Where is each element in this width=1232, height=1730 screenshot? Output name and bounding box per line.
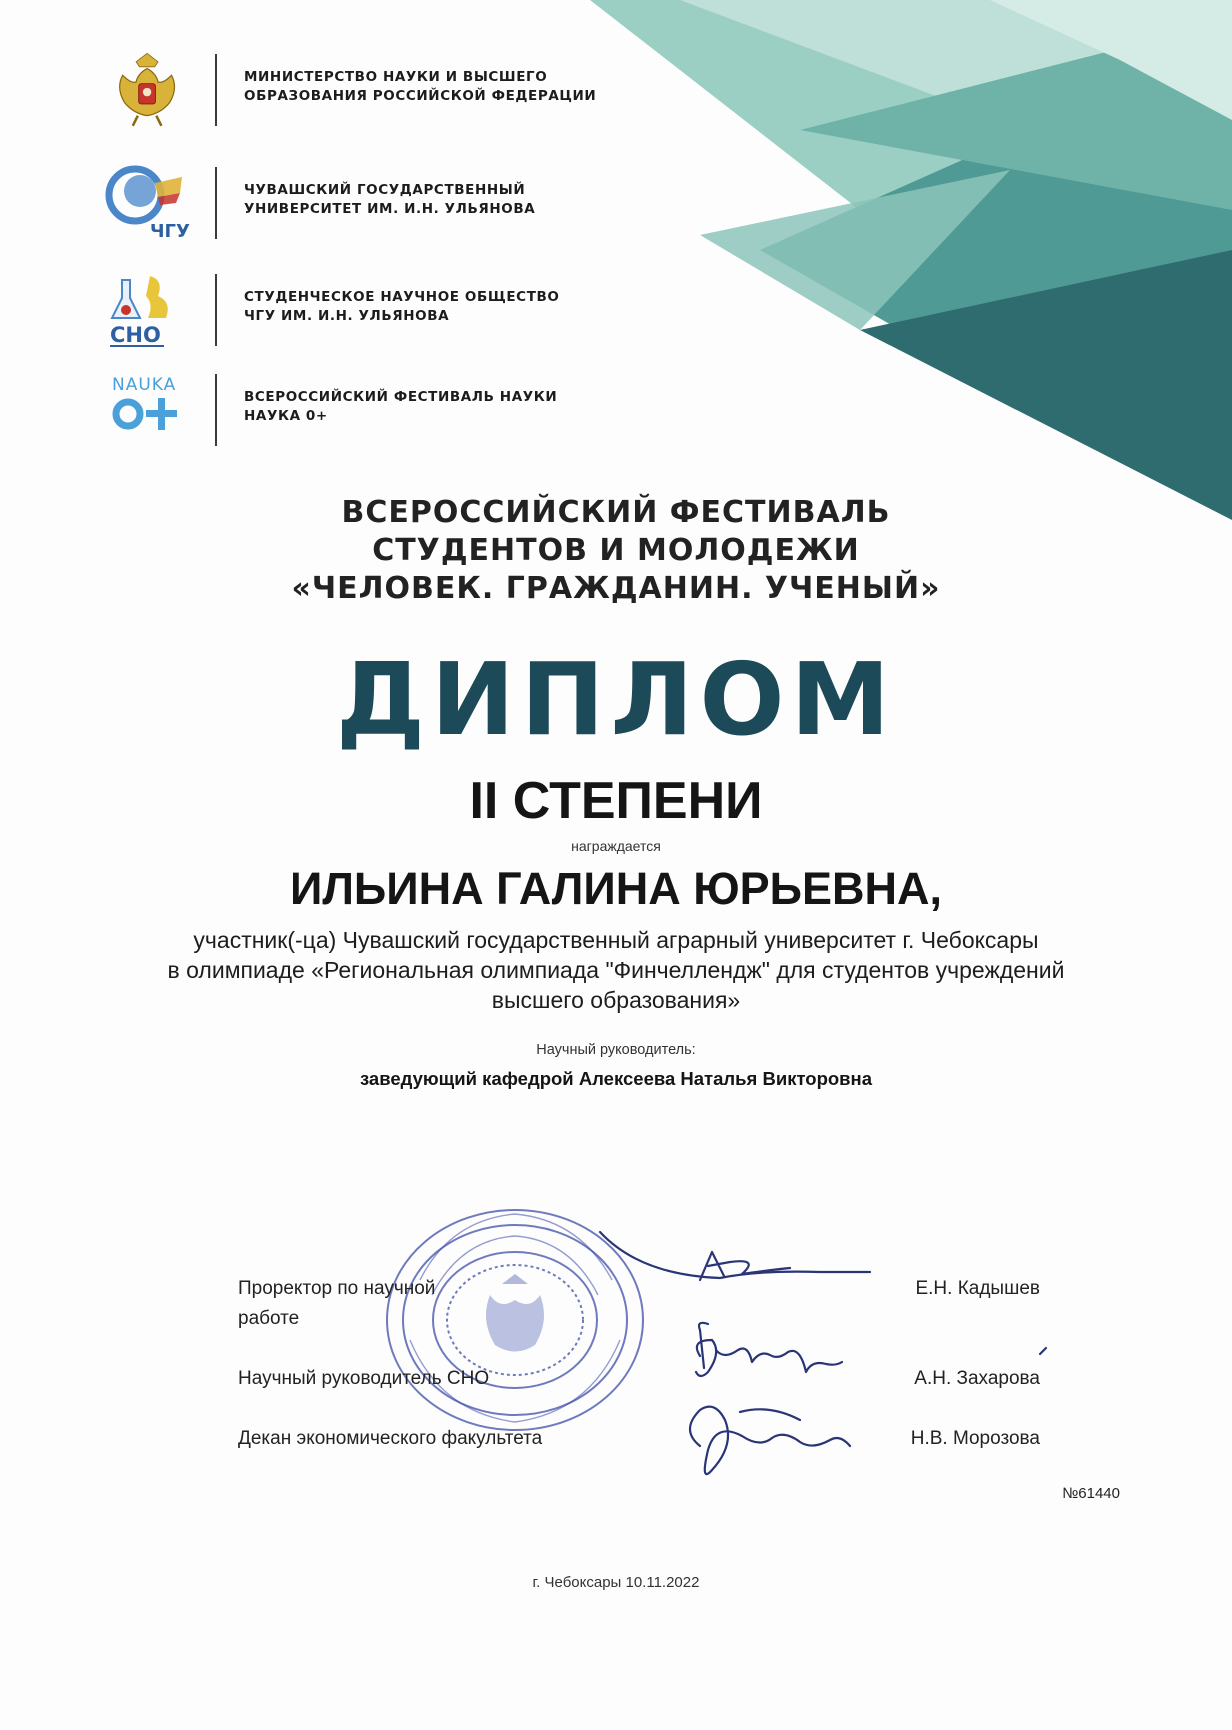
divider bbox=[215, 374, 217, 446]
org-name bbox=[244, 288, 624, 326]
org-name-line: СТУДЕНЧЕСКОЕ НАУЧНОЕ ОБЩЕСТВО bbox=[244, 289, 560, 305]
sno-logo-icon bbox=[100, 270, 195, 350]
place-and-date: г. Чебоксары 10.11.2022 bbox=[532, 1574, 700, 1591]
festival-title-line: СТУДЕНТОВ И МОЛОДЕЖИ bbox=[372, 533, 860, 568]
festival-title-line: ВСЕРОССИЙСКИЙ ФЕСТИВАЛЬ bbox=[341, 495, 891, 530]
signatory-name: Е.Н. Кадышев bbox=[915, 1278, 1040, 1299]
diploma-title: ДИПЛОМ bbox=[335, 641, 897, 758]
recipient-name: ИЛЬИНА ГАЛИНА ЮРЬЕВНА, bbox=[289, 863, 943, 914]
chgu-logo-text: ЧГУ bbox=[150, 221, 190, 242]
divider bbox=[215, 167, 217, 239]
award-description bbox=[0, 925, 1232, 1015]
signatory-position: Декан экономического факультета bbox=[238, 1428, 543, 1449]
chgu-logo-icon bbox=[100, 163, 195, 243]
org-university bbox=[100, 163, 620, 243]
festival-title-line: «ЧЕЛОВЕК. ГРАЖДАНИН. УЧЕНЫЙ» bbox=[291, 571, 941, 606]
org-student-society bbox=[100, 270, 620, 350]
supervisor-label: Научный руководитель: bbox=[536, 1042, 696, 1058]
position-line: работе bbox=[238, 1308, 300, 1329]
org-name-line: ОБРАЗОВАНИЯ РОССИЙСКОЙ ФЕДЕРАЦИИ bbox=[244, 88, 597, 104]
org-name-line: МИНИСТЕРСТВО НАУКИ И ВЫСШЕГО bbox=[244, 69, 548, 85]
sno-logo-text: СНО bbox=[110, 323, 161, 347]
org-ministry bbox=[100, 50, 620, 130]
org-name-line: ЧУВАШСКИЙ ГОСУДАРСТВЕННЫЙ bbox=[244, 182, 526, 198]
nauka-logo-text: NAUKA bbox=[112, 375, 177, 395]
org-name bbox=[244, 388, 624, 426]
org-name-line: ЧГУ ИМ. И.Н. УЛЬЯНОВА bbox=[244, 308, 450, 324]
divider bbox=[215, 274, 217, 346]
org-name bbox=[244, 68, 624, 106]
divider bbox=[215, 54, 217, 126]
signatory-position: Научный руководитель СНО bbox=[238, 1368, 490, 1389]
awarded-label: награждается bbox=[571, 838, 661, 854]
description-line: участник(-ца) Чувашский государственный аграрный университет г. Чебоксары bbox=[193, 927, 1039, 953]
supervisor-name: заведующий кафедрой Алексеева Наталья Викторовна bbox=[359, 1068, 873, 1089]
org-name-line: НАУКА 0+ bbox=[244, 408, 328, 424]
org-name-line: УНИВЕРСИТЕТ ИМ. И.Н. УЛЬЯНОВА bbox=[244, 201, 536, 217]
description-line: в олимпиаде «Региональная олимпиада "Финчеллендж" для студентов учреждений bbox=[167, 957, 1065, 983]
festival-title bbox=[0, 494, 1232, 608]
signatory-position bbox=[238, 1274, 598, 1334]
diploma-degree: II СТЕПЕНИ bbox=[469, 772, 763, 830]
coat-of-arms-icon bbox=[100, 50, 195, 130]
signatory-name: Н.В. Морозова bbox=[910, 1428, 1040, 1449]
nauka-logo-icon bbox=[100, 370, 195, 450]
position-line: Проректор по научной bbox=[238, 1278, 436, 1299]
signatory-name: А.Н. Захарова bbox=[914, 1368, 1040, 1389]
description-line: высшего образования» bbox=[491, 987, 741, 1013]
document-number: №61440 bbox=[1062, 1485, 1120, 1502]
org-science-festival bbox=[100, 370, 620, 450]
org-name-line: ВСЕРОССИЙСКИЙ ФЕСТИВАЛЬ НАУКИ bbox=[244, 389, 558, 405]
org-name bbox=[244, 181, 624, 219]
